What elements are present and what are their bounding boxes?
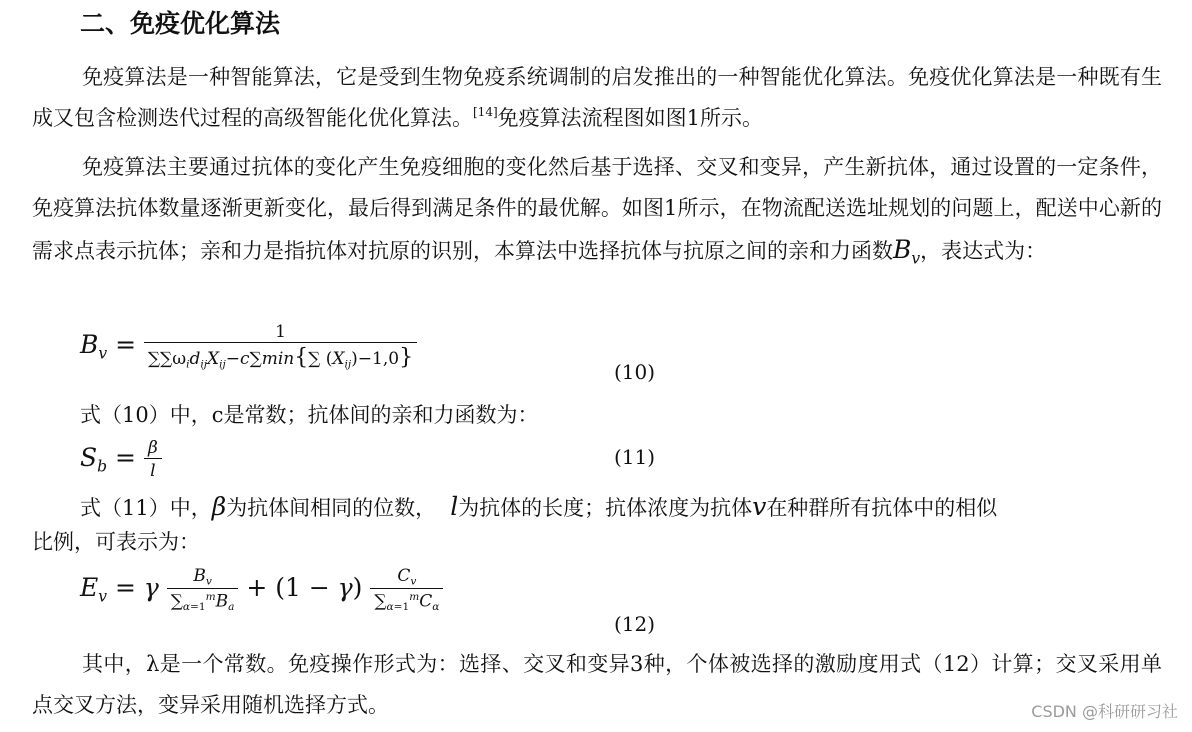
eq12-fraction-1: $\frac{B_v}{\sum_{\alpha=1}^mB_a}$	[167, 566, 239, 613]
eq10-fraction	[144, 322, 417, 371]
intro-text: 免疫算法是一种智能算法，它是受到生物免疫系统调制的启发推出的一种智能优化算法。免疫优化算法是一种既有生成又包含检测迭代过程的高级智能化优化算法。	[32, 65, 1162, 130]
affinity-symbol: $B_v$	[893, 235, 921, 268]
text-after-eq10: 式（10）中，c是常数；抗体间的亲和力函数为：	[80, 403, 539, 427]
method-text-end: ，表达式为：	[920, 239, 1047, 263]
text-after-eq11-line2: 比例，可表示为：	[32, 530, 200, 554]
eq12-fraction-2: $\frac{C_v}{\sum_{\alpha=1}^mC_\alpha}$	[370, 566, 443, 613]
paragraph-operations: 其中，λ是一个常数。免疫操作形式为：选择、交叉和变异3种，个体被选择的激励度用式（12）计算；交叉采用单点交叉方法，变异采用随机选择方式。	[32, 652, 1162, 717]
csdn-watermark: CSDN @科研研习社	[1031, 702, 1178, 721]
paragraph-intro	[32, 57, 1162, 139]
beta-symbol: β	[211, 492, 227, 521]
eq12-lhs: $E_v$	[80, 572, 108, 606]
eq11-fraction	[144, 438, 162, 481]
paragraph-method	[32, 147, 1162, 279]
eq11-lhs: $S_b$	[80, 443, 108, 476]
equation-11: $S_b$ = $\frac{\beta}{l}$	[80, 438, 162, 481]
eq11-number: (11)	[614, 445, 656, 469]
citation: [14]	[473, 105, 498, 119]
method-text: 免疫算法主要通过抗体的变化产生免疫细胞的变化然后基于选择、交叉和变异，产生新抗体，通过设置的一定条件，免疫算法抗体数量逐渐更新变化，最后得到满足条件的最优解。如图1所示，在物流配送选址规划的问题上，配送中心新的需求点表示抗体；亲和力是指抗体对抗原的识别，本算法中选择抗体与抗原之间的亲和力函数	[32, 155, 1162, 263]
equation-12: $E_v = \gamma$ $\frac{B_v}{\sum_{\alpha=1}^mB_a}$ + (1 − γ) $\frac{C_v}{\sum_{\alpha=1}^mC_\alpha}$	[80, 566, 443, 613]
l-symbol: l	[450, 492, 459, 521]
text-after-eq11: 式（11）中，β为抗体间相同的位数， l为抗体的长度；抗体浓度为抗体v在种群所有抗体中的相似	[80, 492, 998, 521]
eq12-number: (12)	[614, 612, 656, 636]
v-symbol: v	[752, 492, 767, 521]
eq11-numerator: β	[147, 438, 158, 458]
eq10-number: (10)	[614, 360, 656, 384]
eq10-lhs: $B_v$	[80, 329, 108, 363]
eq10-denominator: $\sum\sum\omega_id_{ij}X_{ij}-c\sum\min\{\sum$ $(X_{ij})-1,0$}	[144, 342, 417, 371]
eq11-denominator: l	[144, 458, 162, 481]
intro-text-end: 免疫算法流程图如图1所示。	[497, 106, 764, 130]
section-heading: 二、免疫优化算法	[80, 9, 281, 38]
eq10-numerator: 1	[275, 322, 286, 342]
equation-10: $B_v$ = $\frac{1}{\sum\sum\omega_id_{ij}X_{ij}-c\sum\min\{\sum (X_{ij})-1,0\}}$	[80, 322, 417, 371]
